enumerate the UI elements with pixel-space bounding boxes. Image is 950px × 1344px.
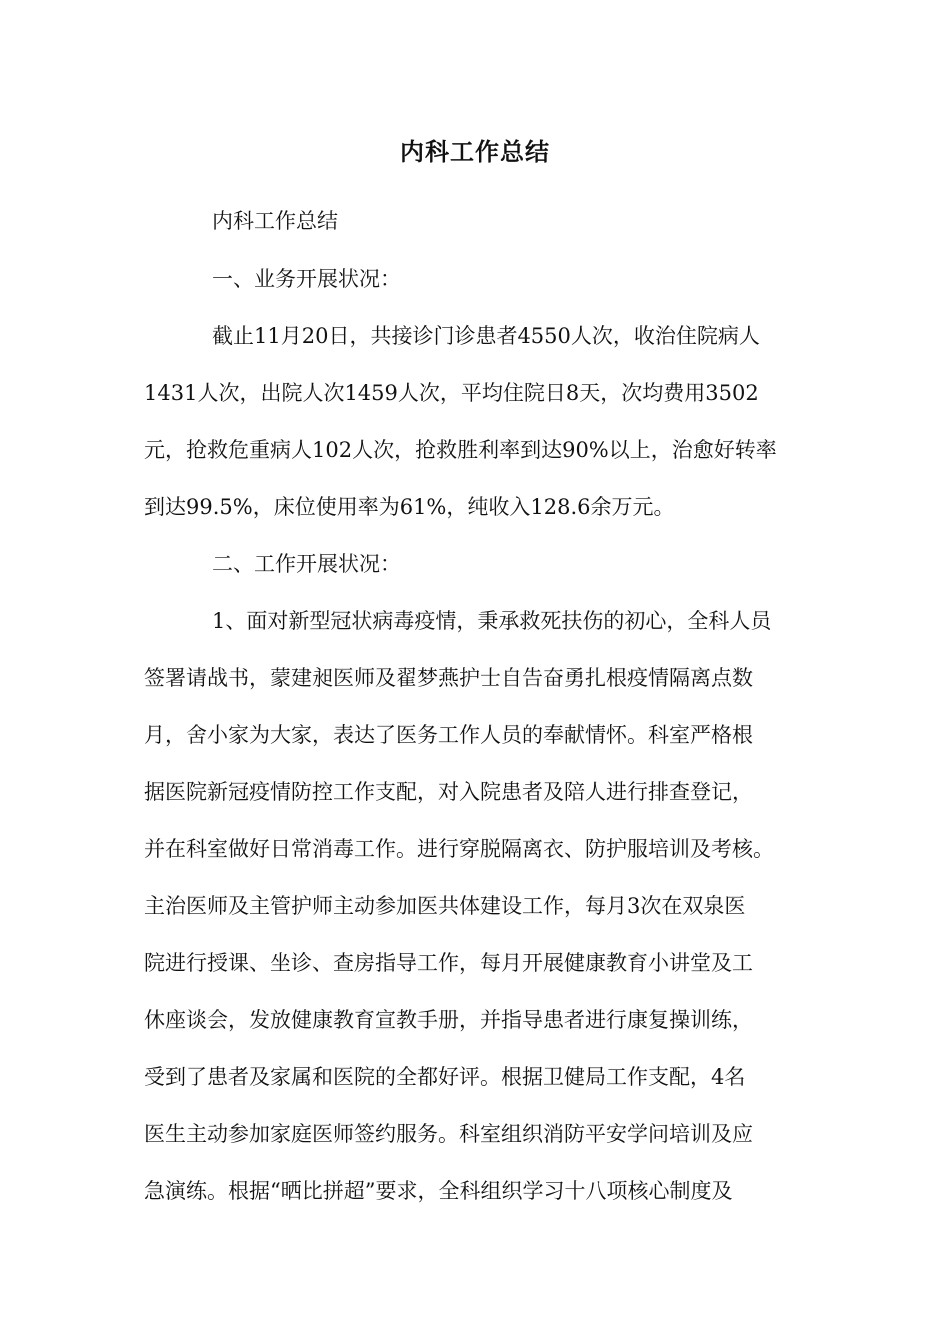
paragraph-line: 据医院新冠疫情防控工作支配，对入院患者及陪人进行排查登记， [144,780,753,804]
paragraph-line: 受到了患者及家属和医院的全都好评。根据卫健局工作支配，4名 [144,1065,746,1089]
paragraph-line: 主治医师及主管护师主动参加医共体建设工作，每月3次在双泉医 [144,894,746,918]
paragraph-line: 元，抢救危重病人102人次，抢救胜利率到达90%以上，治愈好转率 [144,438,777,462]
section-heading-2: 二、工作开展状况： [212,552,401,576]
paragraph-line: 1431人次，出院人次1459人次，平均住院日8天，次均费用3502 [144,381,759,405]
paragraph-line: 1、面对新型冠状病毒疫情，秉承救死扶伤的初心，全科人员 [212,609,772,633]
paragraph-line: 休座谈会，发放健康教育宣教手册，并指导患者进行康复操训练， [144,1008,753,1032]
section-heading-1: 一、业务开展状况： [212,267,401,291]
subtitle-line: 内科工作总结 [212,209,338,233]
paragraph-line: 医生主动参加家庭医师签约服务。科室组织消防平安学问培训及应 [144,1122,753,1146]
paragraph-line: 签署请战书，蒙建昶医师及翟梦燕护士自告奋勇扎根疫情隔离点数 [144,666,753,690]
paragraph-line: 并在科室做好日常消毒工作。进行穿脱隔离衣、防护服培训及考核。 [144,837,774,861]
paragraph-line: 月，舍小家为大家，表达了医务工作人员的奉献情怀。科室严格根 [144,723,753,747]
paragraph-line: 急演练。根据“晒比拼超”要求，全科组织学习十八项核心制度及 [144,1179,733,1203]
paragraph-line: 到达99.5%，床位使用率为61%，纯收入128.6余万元。 [144,495,675,519]
paragraph-line: 院进行授课、坐诊、查房指导工作，每月开展健康教育小讲堂及工 [144,951,753,975]
document-title: 内科工作总结 [400,138,550,166]
paragraph-line: 截止11月20日，共接诊门诊患者4550人次，收治住院病人 [212,324,760,348]
